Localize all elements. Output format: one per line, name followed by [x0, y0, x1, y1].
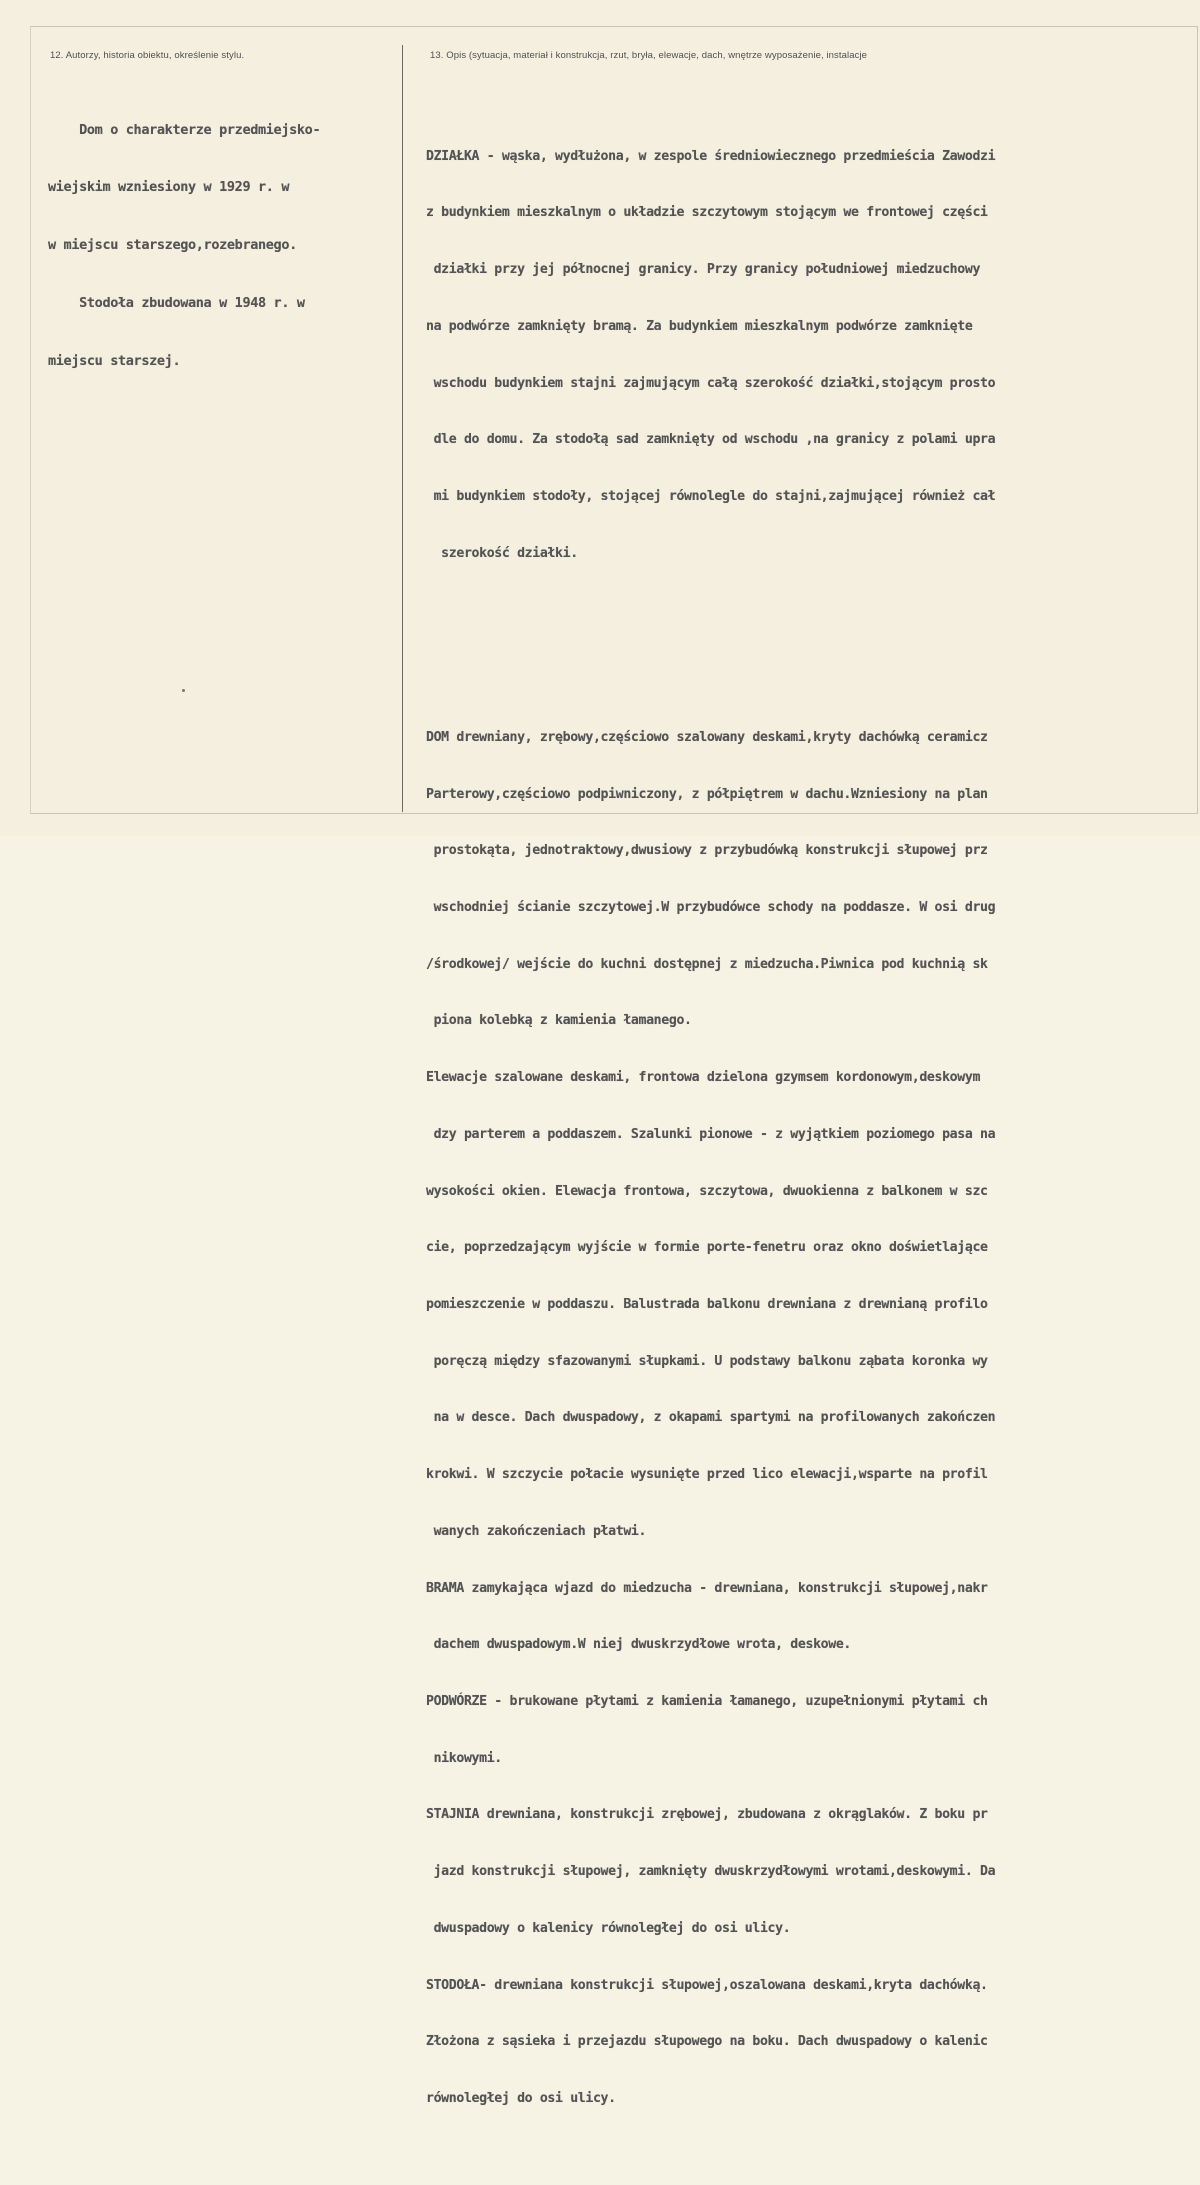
section-13-label: 13. Opis (sytuacja, materiał i konstrukcja, rzut, bryła, elewacje, dach, wnętrze wyposażenie, instalacje [430, 50, 868, 61]
text-line: działki przy jej północnej granicy. Przy granicy południowej miedzuchowy [426, 262, 981, 278]
text-line: pomieszczenie w poddaszu. Balustrada balkonu drewniana z drewnianą profilo [426, 1297, 988, 1312]
text-line: DZIAŁKA - wąska, wydłużona, w zespole średniowiecznego przedmieścia Zawodzi [426, 148, 996, 164]
text-line: Elewacje szalowane deskami, frontowa dzielona gzymsem kordonowym,deskowym [426, 1070, 981, 1086]
text-line: wiejskim wzniesiony w 1929 r. w [48, 179, 290, 196]
text-line: miejscu starszej. [48, 353, 181, 370]
text-line: wysokości okien. Elewacja frontowa, szczytowa, dwuokienna z balkonem w szc [426, 1183, 988, 1199]
text-line: poręczą między sfazowanymi słupkami. U podstawy balkonu ząbata koronka wy [426, 1353, 988, 1369]
text-line: wanych zakończeniach płatwi. [426, 1523, 647, 1539]
text-line: /środkowej/ wejście do kuchni dostępnej z miedzucha.Piwnica pod kuchnią sk [426, 956, 988, 972]
text-line: STODOŁA- drewniana konstrukcji słupowej,oszalowana deskami,kryta dachówką. [426, 1977, 988, 1993]
text-line: na podwórze zamknięty bramą. Za budynkiem mieszkalnym podwórze zamknięte [426, 318, 973, 334]
text-line: Złożona z sąsieka i przejazdu słupowego na boku. Dach dwuspadowy o kalenic [426, 2034, 988, 2050]
text-line: Parterowy,częściowo podpiwniczony, z półpiętrem w dachu.Wzniesiony na plan [426, 786, 988, 802]
text-line: piona kolebką z kamienia łamanego. [426, 1013, 692, 1029]
plot-description [426, 110, 1196, 602]
text-line: prostokąta, jednotraktowy,dwusiowy z przybudówką konstrukcji słupowej prz [426, 843, 988, 859]
text-line: dachem dwuspadowym.W niej dwuskrzydłowe wrota, deskowe. [426, 1637, 852, 1653]
text-line: Dom o charakterze przedmiejsko- [48, 121, 321, 138]
text-line: z budynkiem mieszkalnym o układzie szczytowym stojącym we frontowej części [426, 205, 988, 221]
text-line: jazd konstrukcji słupowej, zamknięty dwuskrzydłowymi wrotami,deskowymi. Da [426, 1864, 996, 1880]
text-line: szerokość działki. [426, 545, 578, 561]
text-line: wschodniej ścianie szczytowej.W przybudówce schody na poddasze. W osi drug [426, 899, 996, 915]
text-line: mi budynkiem stodoły, stojącej równolegle do stajni,zajmującej również cał [426, 488, 996, 504]
paper-speck [182, 689, 185, 692]
text-line: cie, poprzedzającym wyjście w formie porte-fenetru oraz okno doświetlające [426, 1240, 988, 1256]
text-line: krokwi. W szczycie połacie wysunięte przed lico elewacji,wsparte na profil [426, 1467, 988, 1483]
description-text [426, 72, 1196, 2185]
text-line: STAJNIA drewniana, konstrukcji zrębowej, zbudowana z okrąglaków. Z boku pr [426, 1807, 988, 1823]
text-line: dzy parterem a poddaszem. Szalunki pionowe - z wyjątkiem poziomego pasa na [426, 1126, 996, 1142]
text-line: PODWÓRZE - brukowane płytami z kamienia łamanego, uzupełnionymi płytami ch [426, 1694, 988, 1710]
text-line: w miejscu starszego,rozebranego. [48, 237, 297, 254]
text-line: wschodu budynkiem stajni zajmującym całą szerokość działki,stojącym prosto [426, 375, 996, 391]
text-line: BRAMA zamykająca wjazd do miedzucha - drewniana, konstrukcji słupowej,nakr [426, 1580, 988, 1596]
text-line: nikowymi. [426, 1750, 502, 1766]
history-text [48, 82, 398, 410]
text-line: na w desce. Dach dwuspadowy, z okapami spartymi na profilowanych zakończen [426, 1410, 996, 1426]
text-line: Stodoła zbudowana w 1948 r. w [48, 295, 305, 312]
buildings-description [426, 691, 1196, 2147]
paragraph-gap [426, 639, 1196, 653]
text-line: równoległej do osi ulicy. [426, 2091, 616, 2107]
column-divider [402, 45, 403, 812]
text-line: DOM drewniany, zrębowy,częściowo szalowany deskami,kryty dachówką ceramicz [426, 729, 988, 745]
text-line: dwuspadowy o kalenicy równoległej do osi ulicy. [426, 1920, 791, 1936]
section-12-label: 12. Autorzy, historia obiektu, określenie stylu. [50, 50, 245, 61]
text-line: dle do domu. Za stodołą sad zamknięty od wschodu ,na granicy z polami upra [426, 432, 996, 448]
